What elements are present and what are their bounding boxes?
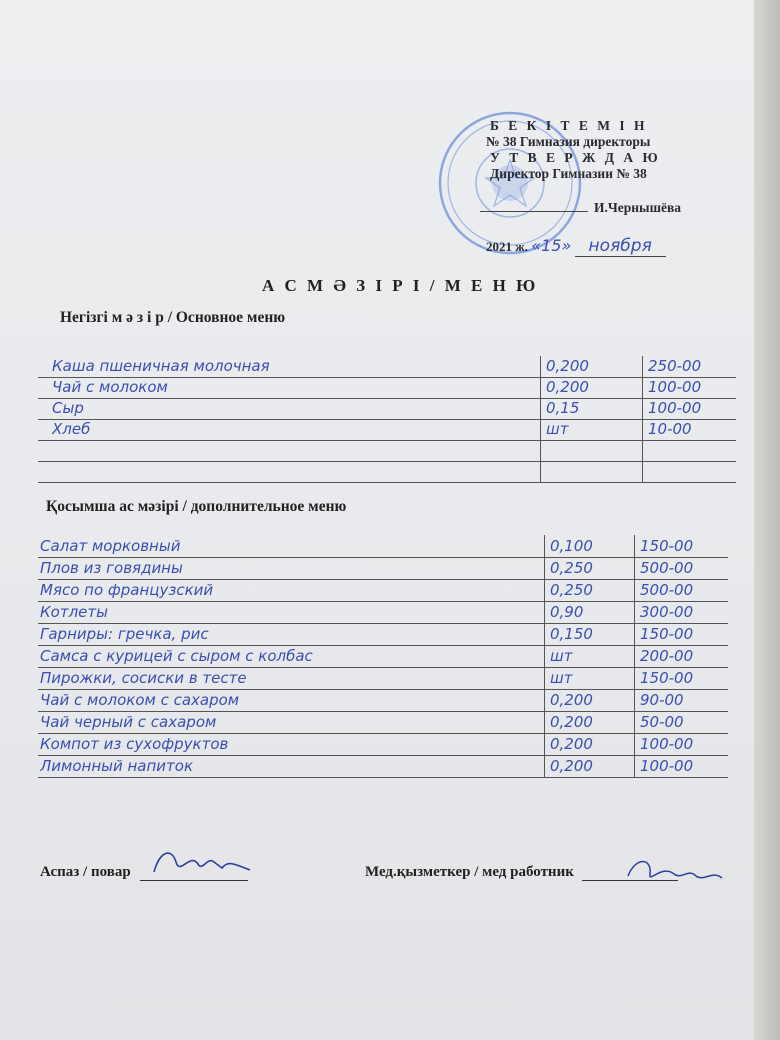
cell-qty: 0,200 <box>550 691 593 709</box>
table-row <box>38 601 728 624</box>
cell-price: 50-00 <box>640 713 684 731</box>
cell-name: Мясо по французский <box>40 581 214 599</box>
cell-qty: 0,250 <box>550 559 593 577</box>
med-signature-scribble <box>622 852 728 888</box>
cook-label: Аспаз / повар <box>40 864 131 880</box>
cell-name: Пирожки, сосиски в тесте <box>40 669 247 687</box>
cell-qty <box>546 461 638 482</box>
cell-name: Салат морковный <box>40 537 181 555</box>
cook-signature-scribble <box>150 842 260 882</box>
approval-line-2: № 38 Гимназия директоры <box>486 134 651 149</box>
date-day: «15» <box>531 236 572 255</box>
cell-name <box>52 440 532 461</box>
cell-price: 100-00 <box>640 757 694 775</box>
cell-name <box>52 461 532 482</box>
cell-name: Сыр <box>52 399 84 417</box>
cell-price <box>648 461 736 482</box>
cell-price: 100-00 <box>648 378 702 396</box>
cell-name: Плов из говядины <box>40 559 183 577</box>
cell-price: 500-00 <box>640 559 694 577</box>
cell-price: 100-00 <box>648 399 702 417</box>
table-row <box>38 461 736 483</box>
cell-name: Котлеты <box>40 603 108 621</box>
column-divider <box>544 535 545 777</box>
extra-menu-table <box>38 535 728 785</box>
column-divider <box>540 356 541 482</box>
cell-qty: 0,200 <box>550 757 593 775</box>
table-row <box>38 711 728 734</box>
director-name: И.Чернышёва <box>594 200 682 215</box>
cell-qty: 0,150 <box>550 625 593 643</box>
cell-price: 10-00 <box>648 420 692 438</box>
cell-qty: 0,100 <box>550 537 593 555</box>
cell-name: Самса с курицей с сыром с колбас <box>40 647 313 665</box>
cell-name: Чай с молоком с сахаром <box>40 691 240 709</box>
cell-price: 150-00 <box>640 537 694 555</box>
cell-price: 250-00 <box>648 357 702 375</box>
column-divider <box>634 535 635 777</box>
cell-price: 90-00 <box>640 691 684 709</box>
approval-line-4: Директор Гимназии № 38 <box>490 166 647 181</box>
main-menu-label: Негізгі м ә з і р / Основное меню <box>60 309 286 326</box>
signature-blank <box>480 211 588 212</box>
cell-qty: шт <box>546 420 569 438</box>
cell-price: 150-00 <box>640 625 694 643</box>
table-row <box>38 733 728 756</box>
date-year: 2021 ж. <box>486 239 528 254</box>
cell-price: 100-00 <box>640 735 694 753</box>
table-row <box>38 689 728 712</box>
cell-qty <box>546 440 638 461</box>
approval-block <box>478 118 738 182</box>
cell-price: 300-00 <box>640 603 694 621</box>
table-row <box>38 356 736 378</box>
cell-qty: 0,90 <box>550 603 584 621</box>
table-row <box>38 623 728 646</box>
cell-price <box>648 440 736 461</box>
main-menu-table <box>38 356 736 486</box>
table-row <box>38 579 728 602</box>
cell-price: 500-00 <box>640 581 694 599</box>
column-divider <box>642 356 643 482</box>
cell-qty: 0,250 <box>550 581 593 599</box>
cell-qty: 0,200 <box>550 735 593 753</box>
cell-name: Компот из сухофруктов <box>40 735 229 753</box>
director-signature-line <box>480 200 710 220</box>
date-month: ноября <box>575 236 666 257</box>
cell-price: 150-00 <box>640 669 694 687</box>
table-row <box>38 535 728 558</box>
table-row <box>38 667 728 690</box>
cell-name: Хлеб <box>52 420 91 438</box>
table-row <box>38 398 736 420</box>
page-title: А С М Ә З І Р І / М Е Н Ю <box>262 276 539 295</box>
table-row <box>38 440 736 462</box>
cell-name: Чай с молоком <box>52 378 168 396</box>
cell-name: Каша пшеничная молочная <box>52 357 270 375</box>
cell-name: Гарниры: гречка, рис <box>40 625 209 643</box>
cell-qty: 0,15 <box>546 399 580 417</box>
extra-menu-label: Қосымша ас мәзірі / дополнительное меню <box>46 498 347 515</box>
cell-qty: шт <box>550 669 573 687</box>
cell-qty: 0,200 <box>546 357 589 375</box>
cell-qty: шт <box>550 647 573 665</box>
table-row <box>38 377 736 399</box>
cell-qty: 0,200 <box>550 713 593 731</box>
cell-name: Лимонный напиток <box>40 757 194 775</box>
table-row <box>38 419 736 441</box>
table-row <box>38 755 728 778</box>
med-label: Мед.қызметкер / мед работник <box>365 864 574 880</box>
cell-qty: 0,200 <box>546 378 589 396</box>
approval-line-1: Б Е К І Т Е М І Н <box>490 118 648 133</box>
cell-price: 200-00 <box>640 647 694 665</box>
table-row <box>38 645 728 668</box>
approval-line-3: У Т В Е Р Ж Д А Ю <box>490 150 661 165</box>
cell-name: Чай черный с сахаром <box>40 713 217 731</box>
table-row <box>38 557 728 580</box>
approval-date <box>486 236 736 256</box>
background-edge <box>754 0 780 1040</box>
